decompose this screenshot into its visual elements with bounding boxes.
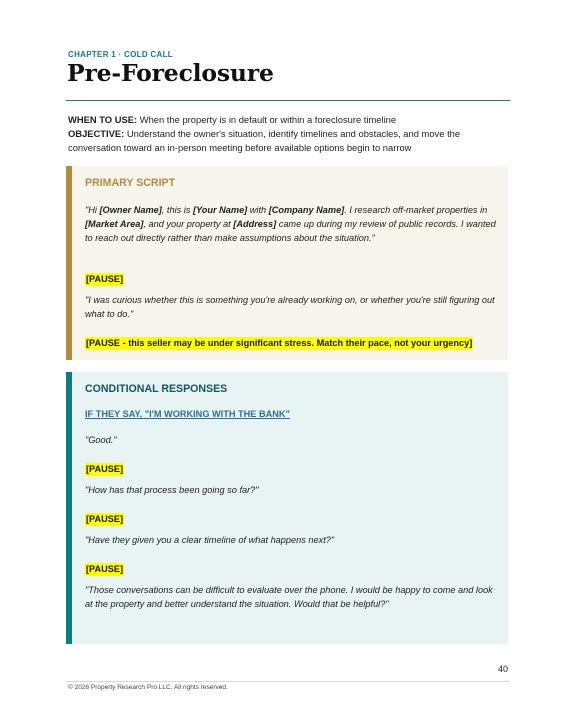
objective-label: OBJECTIVE: [68,128,125,140]
conditional-responses-box [66,372,508,644]
pause-highlight-1: [PAUSE] [86,464,124,474]
pause-marker-3 [85,559,498,577]
pause-highlight-3: [PAUSE] [86,564,124,574]
pause-highlight: [PAUSE] [86,274,124,284]
pause-stress-highlight: [PAUSE - this seller may be under significant stress. Match their pace, not your urgency] [86,338,473,348]
response-process: "How has that process been going so far?" [85,485,259,495]
pause-marker [85,269,498,287]
when-label: WHEN TO USE: [68,114,138,125]
title-divider [66,100,510,101]
pause-marker-2 [85,509,498,527]
pause-marker-1 [85,459,498,477]
pause-stress-marker [85,333,498,351]
response-good: "Good." [85,435,117,445]
primary-script-paragraph-1: "Hi [Owner Name], this is [Your Name] with [Company Name]. I research off-market properties in [Market Area], and your property at [Address] came up during my review of public records. I wanted to reach out directly rather than make assumptions about the situation." [85,205,496,244]
primary-script-paragraph-2: "I was curious whether this is something you're already working on, or whether you're still figuring out what to do." [85,295,495,320]
when-text: When the property is in default or within a foreclosure timeline [137,114,397,125]
copyright-footer: © 2026 Property Research Pro LLC. All rights reserved. [68,684,228,691]
bank-condition-subheading: IF THEY SAY, "I'M WORKING WITH THE BANK" [85,409,290,419]
conditional-heading: CONDITIONAL RESPONSES [85,383,228,395]
page-number: 40 [498,664,509,674]
when-to-use-line [68,113,513,127]
chapter-label: CHAPTER 1 · COLD CALL [68,50,173,59]
pause-highlight-2: [PAUSE] [86,514,124,524]
page-title: Pre-Foreclosure [67,59,274,87]
primary-script-box [66,166,508,360]
objective-text: Understand the owner's situation, identify timelines and obstacles, and move the conversation toward an in-person meeting before available options begin to narrow [68,128,461,154]
primary-script-heading: PRIMARY SCRIPT [85,177,176,189]
objective-line [68,127,513,155]
response-timeline: "Have they given you a clear timeline of what happens next?" [85,535,335,545]
footer-divider [66,681,510,682]
intro-block [68,113,513,156]
response-meeting-offer: "Those conversations can be difficult to evaluate over the phone. I would be happy to come and look at the property and better understand the situation. Would that be helpful?" [85,585,493,610]
